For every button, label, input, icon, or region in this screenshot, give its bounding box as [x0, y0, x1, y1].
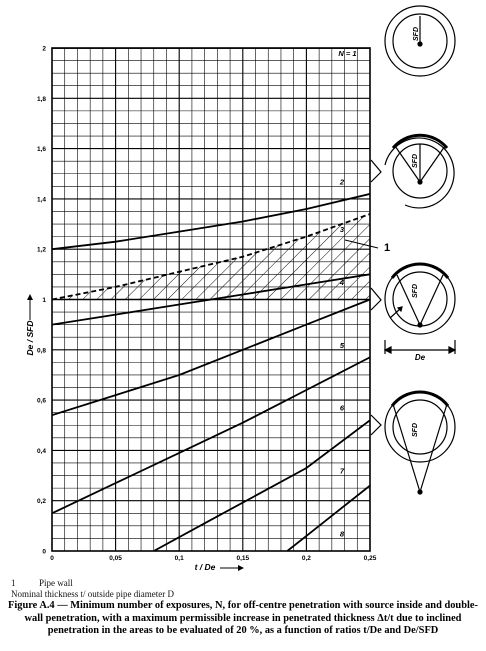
curve-label: 5	[339, 340, 345, 350]
footnote-text: Pipe wall	[39, 578, 73, 588]
x-tick-label: 0,2	[301, 555, 311, 562]
y-tick-label: 0,6	[36, 397, 46, 405]
figure-caption: Figure A.4 — Minimum number of exposures, N, for off-centre penetration with source inside and double-wall penetration, with a maximum permissible increase in penetrated thickness Δt/t due to inclined penetration in the areas to be evaluated of 20 %, as a function of ratios t/De and De/SFD	[8, 600, 478, 636]
y-axis-label: De / SFD	[25, 320, 35, 356]
y-tick-label: 2	[42, 45, 46, 53]
sfd-label: SFD	[412, 284, 419, 298]
footnote-number: 1	[11, 578, 16, 588]
pipe-diagram-source-centre	[385, 6, 455, 76]
footnote-pipe-wall	[11, 578, 73, 588]
de-label: De	[414, 353, 426, 362]
x-tick-label: 0,15	[236, 555, 250, 562]
y-tick-label: 0,4	[36, 447, 46, 455]
footnote-note: Nominal thickness t/ outside pipe diameter D	[11, 589, 174, 599]
x-axis-label: t / De	[194, 562, 216, 572]
y-tick-label: 0	[42, 548, 46, 556]
x-tick-labels	[50, 555, 377, 562]
y-tick-label: 1	[42, 297, 46, 304]
pipe-diagram-offset-2	[385, 135, 454, 208]
curve-label: 4	[339, 277, 345, 287]
sfd-label: SFD	[413, 27, 420, 41]
y-tick-label: 1,8	[36, 95, 46, 103]
y-axis-arrowhead	[27, 294, 33, 300]
x-tick-label: 0	[50, 555, 54, 562]
y-tick-label: 1,4	[36, 196, 46, 204]
pipe-diagram-offset-3	[385, 264, 455, 362]
curve-label: 6	[339, 403, 345, 413]
hatched-region-label: 1	[384, 242, 391, 254]
x-tick-label: 0,25	[363, 555, 377, 562]
bracket-arrow	[371, 288, 381, 310]
curve-label: 3	[339, 225, 345, 235]
x-axis-arrowhead	[238, 565, 244, 571]
x-tick-label: 0,1	[174, 555, 184, 562]
sfd-label: SFD	[412, 423, 419, 437]
curve-label: 2	[339, 177, 345, 187]
pipe-diagram-source-outside	[385, 392, 455, 494]
y-tick-label: 0,2	[36, 498, 46, 506]
y-tick-labels	[37, 46, 46, 556]
curve-label: 8	[339, 529, 345, 539]
y-tick-label: 1,2	[36, 246, 46, 254]
curve-label: 7	[339, 466, 345, 476]
x-tick-label: 0,05	[109, 555, 122, 562]
chart	[25, 46, 390, 573]
y-tick-label: 0,8	[36, 347, 46, 355]
sfd-label: SFD	[412, 154, 419, 168]
bracket-arrow	[371, 415, 381, 435]
y-tick-label: 1,6	[36, 146, 46, 154]
bracket-arrow	[371, 160, 381, 182]
curve-label: N = 1	[338, 49, 357, 59]
